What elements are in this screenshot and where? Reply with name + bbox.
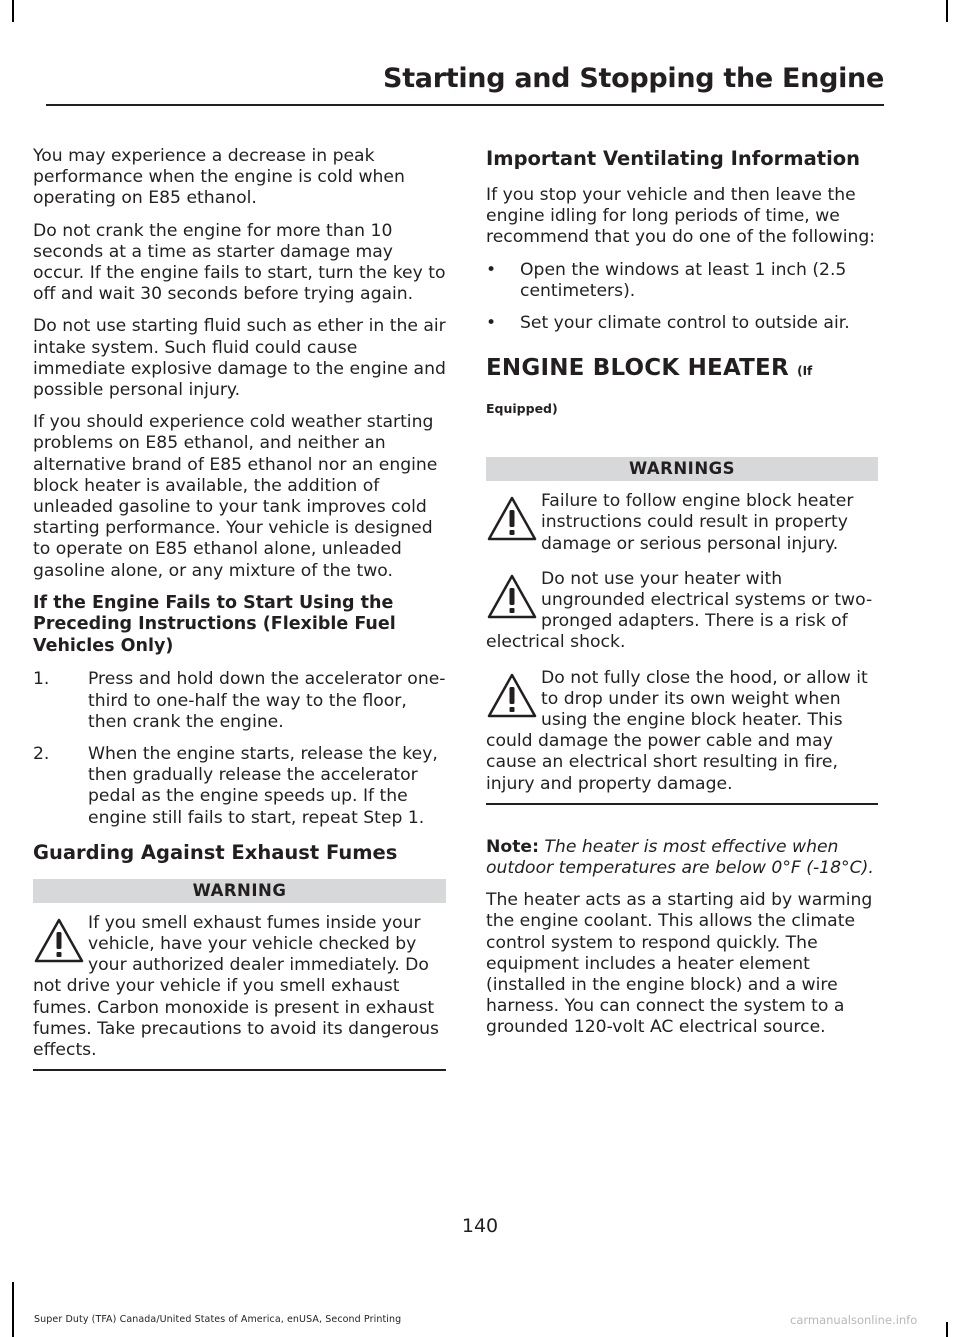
warning-text: Do not use your heater with ungrounded electrical systems or two-pronged adapters. There is a risk of electrical shock.	[486, 568, 873, 653]
paragraph-cold-performance: You may experience a decrease in peak performance when the engine is cold when operating on E85 ethanol.	[33, 146, 405, 209]
subheading-ventilating: Important Ventilating Information	[486, 147, 861, 170]
paragraph-crank-limit: Do not crank the engine for more than 10 seconds at a time as starter damage may occur. If the engine fails to start, turn the key to off and wait 30 seconds before trying again.	[33, 220, 446, 305]
crop-mark-top-left	[12, 0, 14, 22]
note-text: The heater is most effective when outdoor temperatures are below 0°F (-18°C).	[486, 836, 874, 879]
bullet-glyph: •	[486, 259, 497, 280]
crop-mark-bottom-left	[12, 1282, 14, 1337]
left-column	[33, 146, 446, 1071]
footer-print-info: Super Duty (TFA) Canada/United States of America, enUSA, Second Printing	[34, 1314, 402, 1325]
page-number: 140	[461, 1215, 499, 1237]
note-paragraph	[486, 837, 878, 879]
list-item	[486, 260, 878, 302]
step-text: Press and hold down the accelerator one-third to one-half the way to the floor, then crank the engine.	[88, 669, 446, 732]
crop-mark-bottom-right	[946, 1322, 948, 1337]
warning-text: Failure to follow engine block heater instructions could result in property damage or serious personal injury.	[541, 491, 854, 554]
section-heading-text: ENGINE BLOCK HEATER	[486, 355, 789, 382]
crop-mark-top-right	[946, 0, 948, 22]
warning-box-block-heater	[486, 457, 878, 805]
subheading-fails-to-start: If the Engine Fails to Start Using the Preceding Instructions (Flexible Fuel Vehicles Only)	[33, 592, 396, 656]
list-item	[486, 313, 878, 334]
warning-text: If you smell exhaust fumes inside your vehicle, have your vehicle checked by your authorized dealer immediately. Do not drive your vehicle if you smell exhaust fumes. Carbon monoxide is present in exhaust fumes. Take precautions to avoid its dangerous effects.	[33, 912, 439, 1060]
warning-triangle-icon	[486, 495, 538, 543]
step-number: 1.	[33, 669, 50, 690]
watermark: carmanualsonline.info	[790, 1313, 918, 1327]
subheading-exhaust-fumes: Guarding Against Exhaust Fumes	[33, 840, 398, 864]
warning-item	[486, 569, 878, 654]
page-title: Starting and Stopping the Engine	[383, 63, 884, 94]
page-header	[46, 60, 884, 106]
bullet-glyph: •	[486, 313, 497, 334]
warning-triangle-icon	[486, 672, 538, 720]
steps-list	[33, 669, 446, 828]
note-label: Note:	[486, 836, 539, 857]
warning-item	[486, 491, 878, 555]
section-heading-block-heater	[486, 354, 878, 385]
list-item	[33, 669, 446, 733]
warning-box-exhaust	[33, 879, 446, 1071]
warning-label: WARNING	[33, 879, 446, 903]
warning-triangle-icon	[486, 573, 538, 621]
bullet-list	[486, 260, 878, 335]
bullet-text: Open the windows at least 1 inch (2.5 centimeters).	[520, 259, 847, 301]
paragraph-heater-description: The heater acts as a starting aid by warming the engine coolant. This allows the climate control system to respond quickly. The equipment includes a heater element (installed in the engine block) and a wire harness. You can connect the system to a grounded 120-volt AC electrical source.	[486, 890, 873, 1038]
warning-end-rule	[33, 1069, 446, 1071]
bullet-text: Set your climate control to outside air.	[520, 313, 850, 334]
list-item	[33, 744, 446, 829]
warning-item	[33, 913, 446, 1061]
step-number: 2.	[33, 743, 50, 764]
section-heading-qualifier-continued: Equipped)	[486, 401, 558, 417]
warning-item	[486, 668, 878, 795]
warning-end-rule	[486, 803, 878, 805]
right-column	[486, 146, 878, 1050]
warning-text: Do not fully close the hood, or allow it to drop under its own weight when using the engine block heater. This could damage the power cable and may cause an electrical short resulting in fire, injury and property damage.	[486, 667, 868, 794]
warning-triangle-icon	[33, 917, 85, 965]
warnings-label: WARNINGS	[486, 457, 878, 481]
step-text: When the engine starts, release the key, then gradually release the accelerator pedal as the engine speeds up. If the engine still fails to start, repeat Step 1.	[88, 743, 438, 828]
paragraph-cold-weather: If you should experience cold weather starting problems on E85 ethanol, and neither an alternative brand of E85 ethanol nor an engine block heater is available, the addition of unleaded gasoline to your tank improves cold starting performance. Your vehicle is designed to operate on E85 ethanol alone, unleaded gasoline alone, or any mixture of the two.	[33, 412, 438, 581]
paragraph-ventilating: If you stop your vehicle and then leave the engine idling for long periods of time, we recommend that you do one of the following:	[486, 185, 876, 248]
paragraph-starting-fluid: Do not use starting fluid such as ether in the air intake system. Such fluid could cause immediate explosive damage to the engine and possible personal injury.	[33, 316, 446, 401]
section-heading-qualifier: (If	[797, 364, 813, 379]
